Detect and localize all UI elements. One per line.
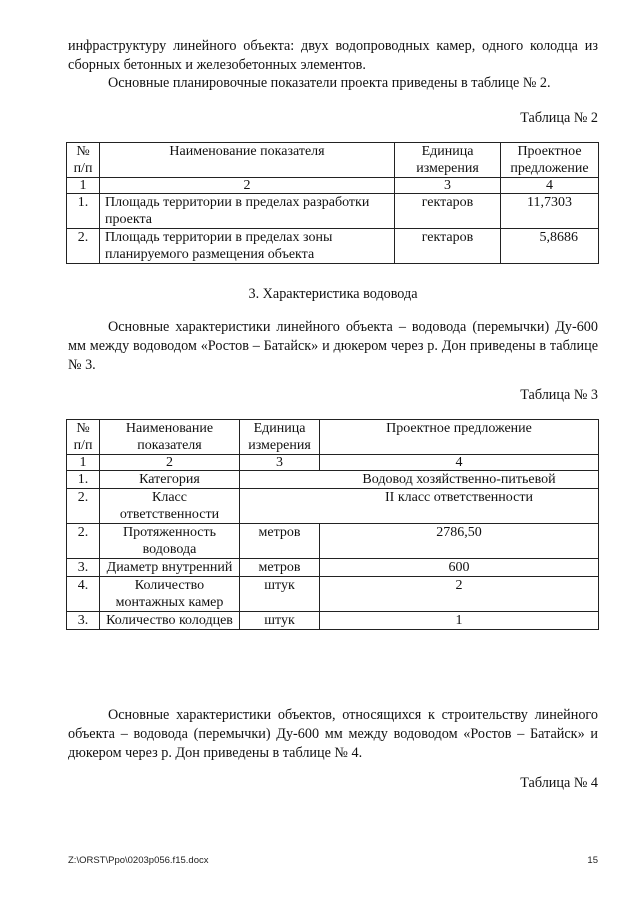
section-paragraph: Основные характеристики линейного объекта – водовода (перемычки) Ду-600 мм между водоводом «Ростов – Батайск» и дюкером через р. Дон приведены в таблице № 3.: [68, 319, 598, 373]
table2-header-cell: Проектное предложение: [501, 143, 599, 178]
intro-text: инфраструктуру линейного объекта: двух водопроводных камер, одного колодца из сборных бетонных и железобетонных элементов.: [68, 38, 598, 73]
table2-header-cell: № п/п: [67, 143, 100, 178]
row-unit: метров: [240, 524, 320, 559]
row-name: Протяженность водовода: [100, 524, 240, 559]
table2-caption: Таблица № 2: [520, 110, 598, 126]
table2-number-cell: 3: [395, 178, 501, 194]
table3-header-cell: № п/п: [67, 420, 100, 455]
table-row: [67, 612, 599, 630]
intro-table2-reference: Основные планировочные показатели проекта приведены в таблице № 2.: [108, 75, 551, 91]
table2-number-cell: 2: [100, 178, 395, 194]
table3-number-cell: 1: [67, 455, 100, 471]
table-row: [67, 229, 599, 264]
table2-header-cell: Единица измерения: [395, 143, 501, 178]
row-number: 4.: [67, 577, 100, 612]
row-number: 2.: [67, 524, 100, 559]
row-name: Количество колодцев: [100, 612, 240, 630]
table3-caption: Таблица № 3: [520, 387, 598, 403]
table-row: [67, 471, 599, 489]
row-number: 1.: [67, 471, 100, 489]
row-unit: гектаров: [395, 229, 501, 264]
row-name: Класс ответственности: [100, 489, 240, 524]
table-row: [67, 194, 599, 229]
table2-number-row: [67, 178, 599, 194]
table3-number-cell: 4: [320, 455, 599, 471]
row-value: II класс ответственности: [240, 489, 599, 524]
table-row: [67, 559, 599, 577]
row-name: Площадь территории в пределах разработки проекта: [100, 194, 395, 229]
table3-header-cell: Единица измерения: [240, 420, 320, 455]
row-number: 2.: [67, 229, 100, 264]
table3-header-row: [67, 420, 599, 455]
section-heading: 3. Характеристика водовода: [248, 286, 418, 302]
row-unit: гектаров: [395, 194, 501, 229]
row-name: Диаметр внутренний: [100, 559, 240, 577]
row-number: 1.: [67, 194, 100, 229]
row-value: 600: [320, 559, 599, 577]
table3-number-row: [67, 455, 599, 471]
table2: [66, 142, 599, 264]
row-name: Количество монтажных камер: [100, 577, 240, 612]
table2-number-cell: 4: [501, 178, 599, 194]
outro-paragraph: Основные характеристики объектов, относящихся к строительству линейного объекта – водовода (перемычки) Ду-600 мм между водоводом «Ростов – Батайск» и дюкером через р. Дон приведены в таблице № 4.: [68, 707, 598, 761]
table3: [66, 419, 599, 630]
table3-number-cell: 2: [100, 455, 240, 471]
row-value: 1: [320, 612, 599, 630]
row-value: 5,8686: [501, 229, 599, 264]
row-number: 3.: [67, 559, 100, 577]
footer-file-path: Z:\ORST\Ppo\0203p056.f15.docx: [68, 855, 209, 866]
row-value: 11,7303: [501, 194, 599, 229]
row-number: 3.: [67, 612, 100, 630]
table2-header-row: [67, 143, 599, 178]
table3-number-cell: 3: [240, 455, 320, 471]
page-number: 15: [587, 855, 598, 866]
row-name: Площадь территории в пределах зоны планируемого размещения объекта: [100, 229, 395, 264]
row-name: Категория: [100, 471, 240, 489]
row-number: 2.: [67, 489, 100, 524]
row-value: 2786,50: [320, 524, 599, 559]
table3-header-cell: Проектное предложение: [320, 420, 599, 455]
row-unit: штук: [240, 612, 320, 630]
table2-number-cell: 1: [67, 178, 100, 194]
row-unit: штук: [240, 577, 320, 612]
table4-caption: Таблица № 4: [520, 775, 598, 791]
table-row: [67, 489, 599, 524]
table-row: [67, 524, 599, 559]
row-unit: метров: [240, 559, 320, 577]
table2-header-cell: Наименование показателя: [100, 143, 395, 178]
table-row: [67, 577, 599, 612]
table3-header-cell: Наименование показателя: [100, 420, 240, 455]
row-value: Водовод хозяйственно-питьевой: [240, 471, 599, 489]
row-value: 2: [320, 577, 599, 612]
